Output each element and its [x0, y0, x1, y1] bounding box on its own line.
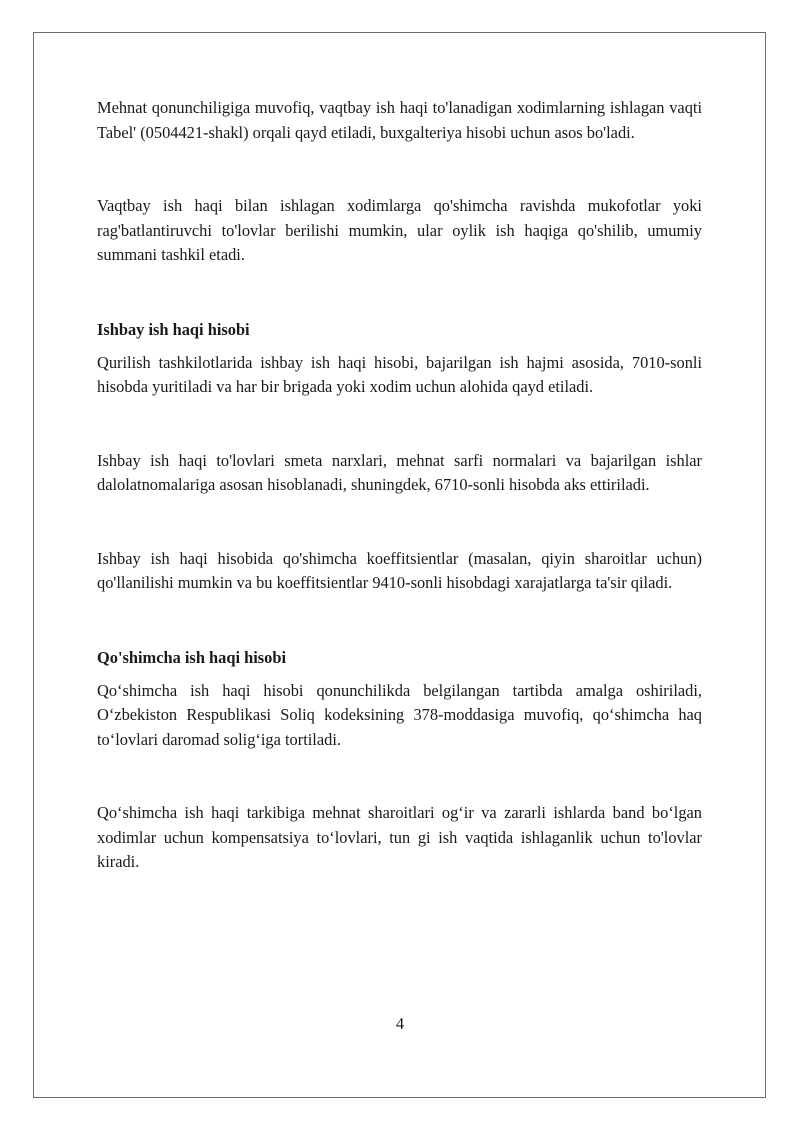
document-body	[97, 96, 702, 875]
paragraph-piecework-coefficients: Ishbay ish haqi hisobida qo'shimcha koeffitsientlar (masalan, qiyin sharoitlar uchun) qo'llanilishi mumkin va bu koeffitsientlar 9410-sonli hisobdagi xarajatlarga ta'sir qiladi.	[97, 548, 702, 592]
section-heading-piecework: Ishbay ish haqi hisobi	[97, 319, 250, 339]
paragraph-timesheet: Mehnat qonunchiligiga muvofiq, vaqtbay ish haqi to'lanadigan xodimlarning ishlagan vaqti Tabel' (0504421-shakl) orqali qayd etiladi, buxgalteriya hisobi uchun asos bo'ladi.	[97, 98, 702, 142]
paragraph-piecework-accounting: Qurilish tashkilotlarida ishbay ish haqi hisobi, bajarilgan ish hajmi asosida, 7010-sonli hisobda yuritiladi va har bir brigada yoki xodim uchun alohida qayd etiladi.	[97, 352, 702, 396]
section-heading-additional-pay: Qo'shimcha ish haqi hisobi	[97, 647, 287, 667]
paragraph-additional-pay-composition: Qo‘shimcha ish haqi tarkibiga mehnat sharoitlari og‘ir va zararli ishlarda band bo‘lgan xodimlar uchun kompensatsiya to‘lovlari, tun gi ish vaqtida ishlaganlik uchun to'lovlar kiradi.	[97, 803, 702, 871]
page-number: 4	[395, 1014, 405, 1033]
paragraph-piecework-payments: Ishbay ish haqi to'lovlari smeta narxlari, mehnat sarfi normalari va bajarilgan ishlar dalolatnomalariga asosan hisoblanadi, shuningdek, 6710-sonli hisobda aks ettiriladi.	[97, 450, 702, 494]
paragraph-additional-pay-tax: Qo‘shimcha ish haqi hisobi qonunchilikda belgilangan tartibda amalga oshiriladi, O‘zbekiston Respublikasi Soliq kodeksining 378-moddasiga muvofiq, qo‘shimcha haq to‘lovlari daromad solig‘iga tortiladi.	[97, 680, 702, 749]
paragraph-bonuses: Vaqtbay ish haqi bilan ishlagan xodimlarga qo'shimcha ravishda mukofotlar yoki rag'batlantiruvchi to'lovlar berilishi mumkin, ular oylik ish haqiga qo'shilib, umumiy summani tashkil etadi.	[97, 196, 702, 264]
